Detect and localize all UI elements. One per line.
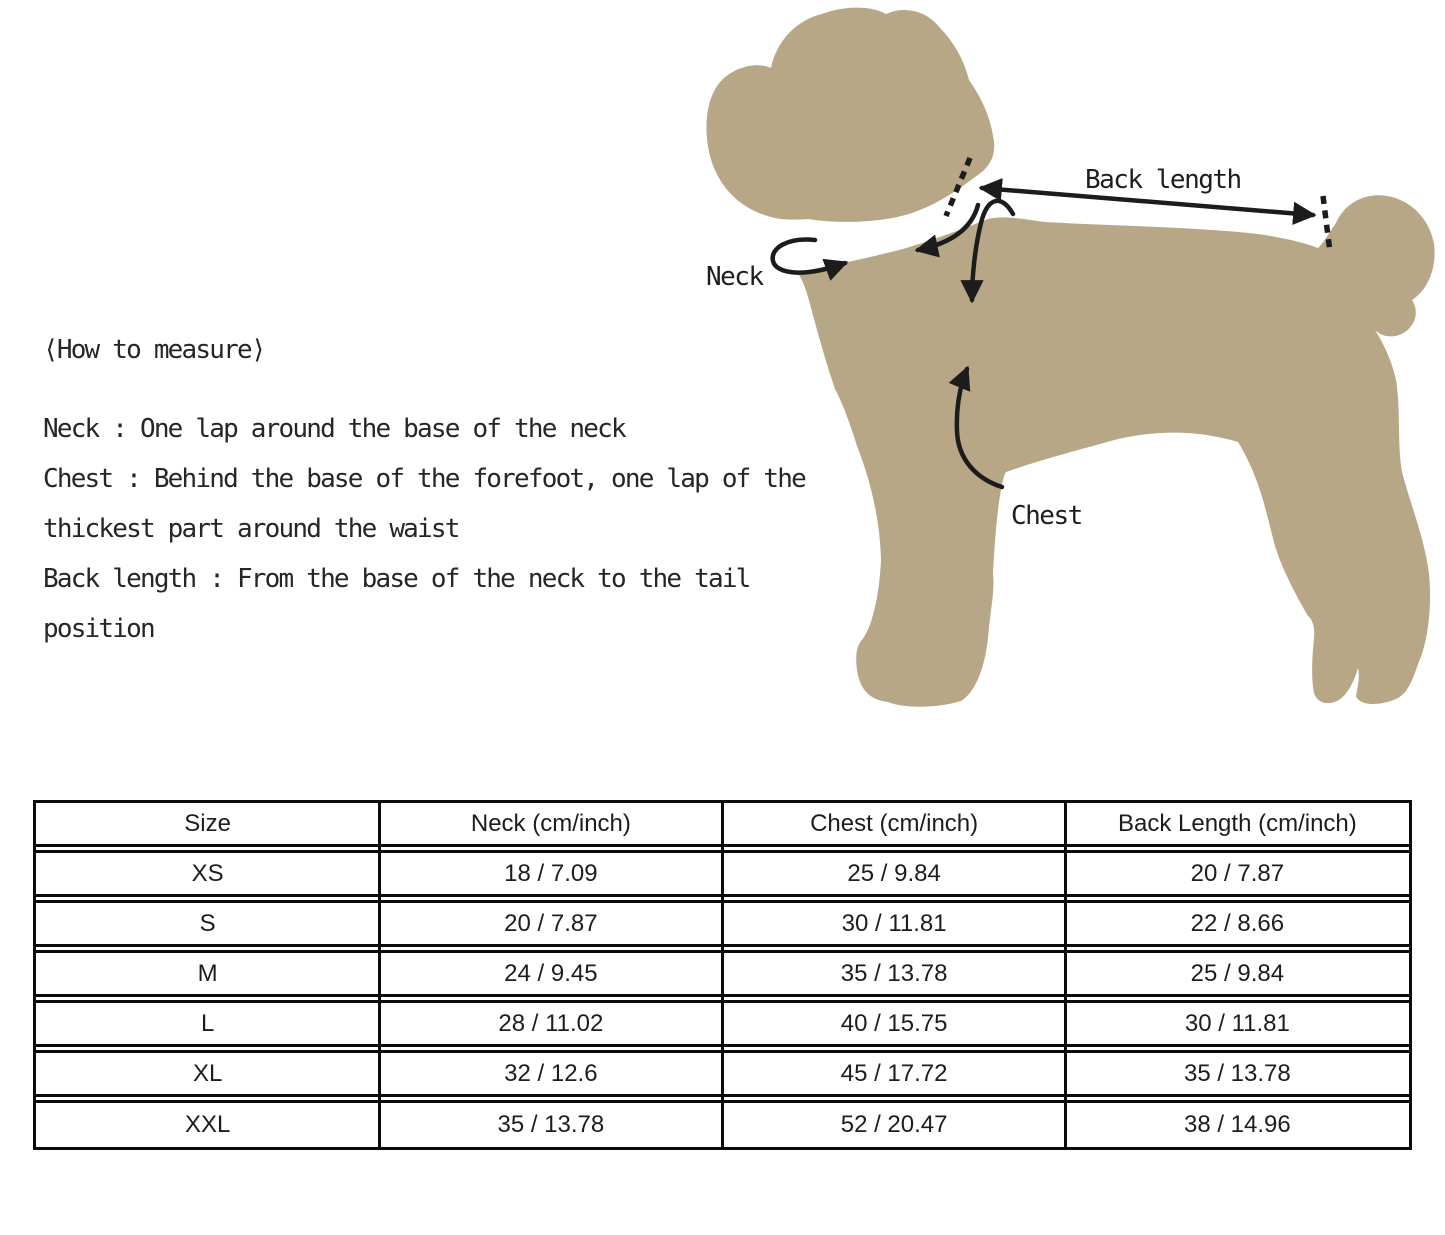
cell-chest: 25 / 9.84 xyxy=(847,859,941,887)
neck-loop-arrow xyxy=(773,240,845,273)
cell-chest: 35 / 13.78 xyxy=(840,959,948,987)
header-cell-neck: Neck (cm/inch) xyxy=(470,809,631,837)
cell-size: M xyxy=(197,959,218,987)
instruction-line-chest: Chest : Behind the base of the forefoot, one lap of the xyxy=(43,464,805,494)
cell-size: XS xyxy=(191,859,224,887)
measurement-instructions xyxy=(43,332,863,654)
header-cell-chest: Chest (cm/inch) xyxy=(810,809,979,837)
neck-label: Neck xyxy=(706,262,763,292)
cell-neck: 24 / 9.45 xyxy=(504,959,598,987)
instruction-line-back-length-cont: position xyxy=(43,614,154,644)
cell-chest: 52 / 20.47 xyxy=(840,1111,948,1138)
cell-neck: 20 / 7.87 xyxy=(504,909,598,937)
column-divider xyxy=(378,803,381,1147)
cell-size: XXL xyxy=(184,1111,231,1138)
instruction-line-chest-cont: thickest part around the waist xyxy=(43,514,459,544)
column-divider xyxy=(1064,803,1067,1147)
cell-back-length: 25 / 9.84 xyxy=(1190,959,1285,987)
instruction-line-neck: Neck : One lap around the base of the neck xyxy=(43,414,625,444)
chest-label: Chest xyxy=(1011,501,1082,531)
cell-neck: 35 / 13.78 xyxy=(497,1111,605,1138)
cell-back-length: 30 / 11.81 xyxy=(1184,1009,1290,1037)
cell-back-length: 20 / 7.87 xyxy=(1190,859,1285,887)
instruction-lines xyxy=(43,404,863,654)
cell-size: L xyxy=(200,1009,215,1037)
how-to-measure-title: ⟨How to measure⟩ xyxy=(43,335,265,365)
cell-size: S xyxy=(199,909,216,937)
column-divider xyxy=(721,803,724,1147)
header-cell-back-length: Back Length (cm/inch) xyxy=(1117,809,1357,837)
instruction-line-back-length: Back length : From the base of the neck to the tail xyxy=(43,564,750,594)
cell-chest: 30 / 11.81 xyxy=(841,909,947,937)
cell-back-length: 35 / 13.78 xyxy=(1183,1059,1291,1087)
cell-neck: 28 / 11.02 xyxy=(498,1009,604,1037)
cell-back-length: 38 / 14.96 xyxy=(1183,1111,1291,1138)
cell-back-length: 22 / 8.66 xyxy=(1190,909,1285,937)
back-length-label: Back length xyxy=(1085,165,1241,195)
size-chart-table xyxy=(33,800,1412,1150)
header-cell-size: Size xyxy=(184,809,231,837)
cell-size: XL xyxy=(192,1059,223,1087)
cell-chest: 40 / 15.75 xyxy=(840,1009,948,1037)
cell-neck: 18 / 7.09 xyxy=(504,859,598,887)
cell-neck: 32 / 12.6 xyxy=(504,1059,598,1087)
cell-chest: 45 / 17.72 xyxy=(840,1059,948,1087)
